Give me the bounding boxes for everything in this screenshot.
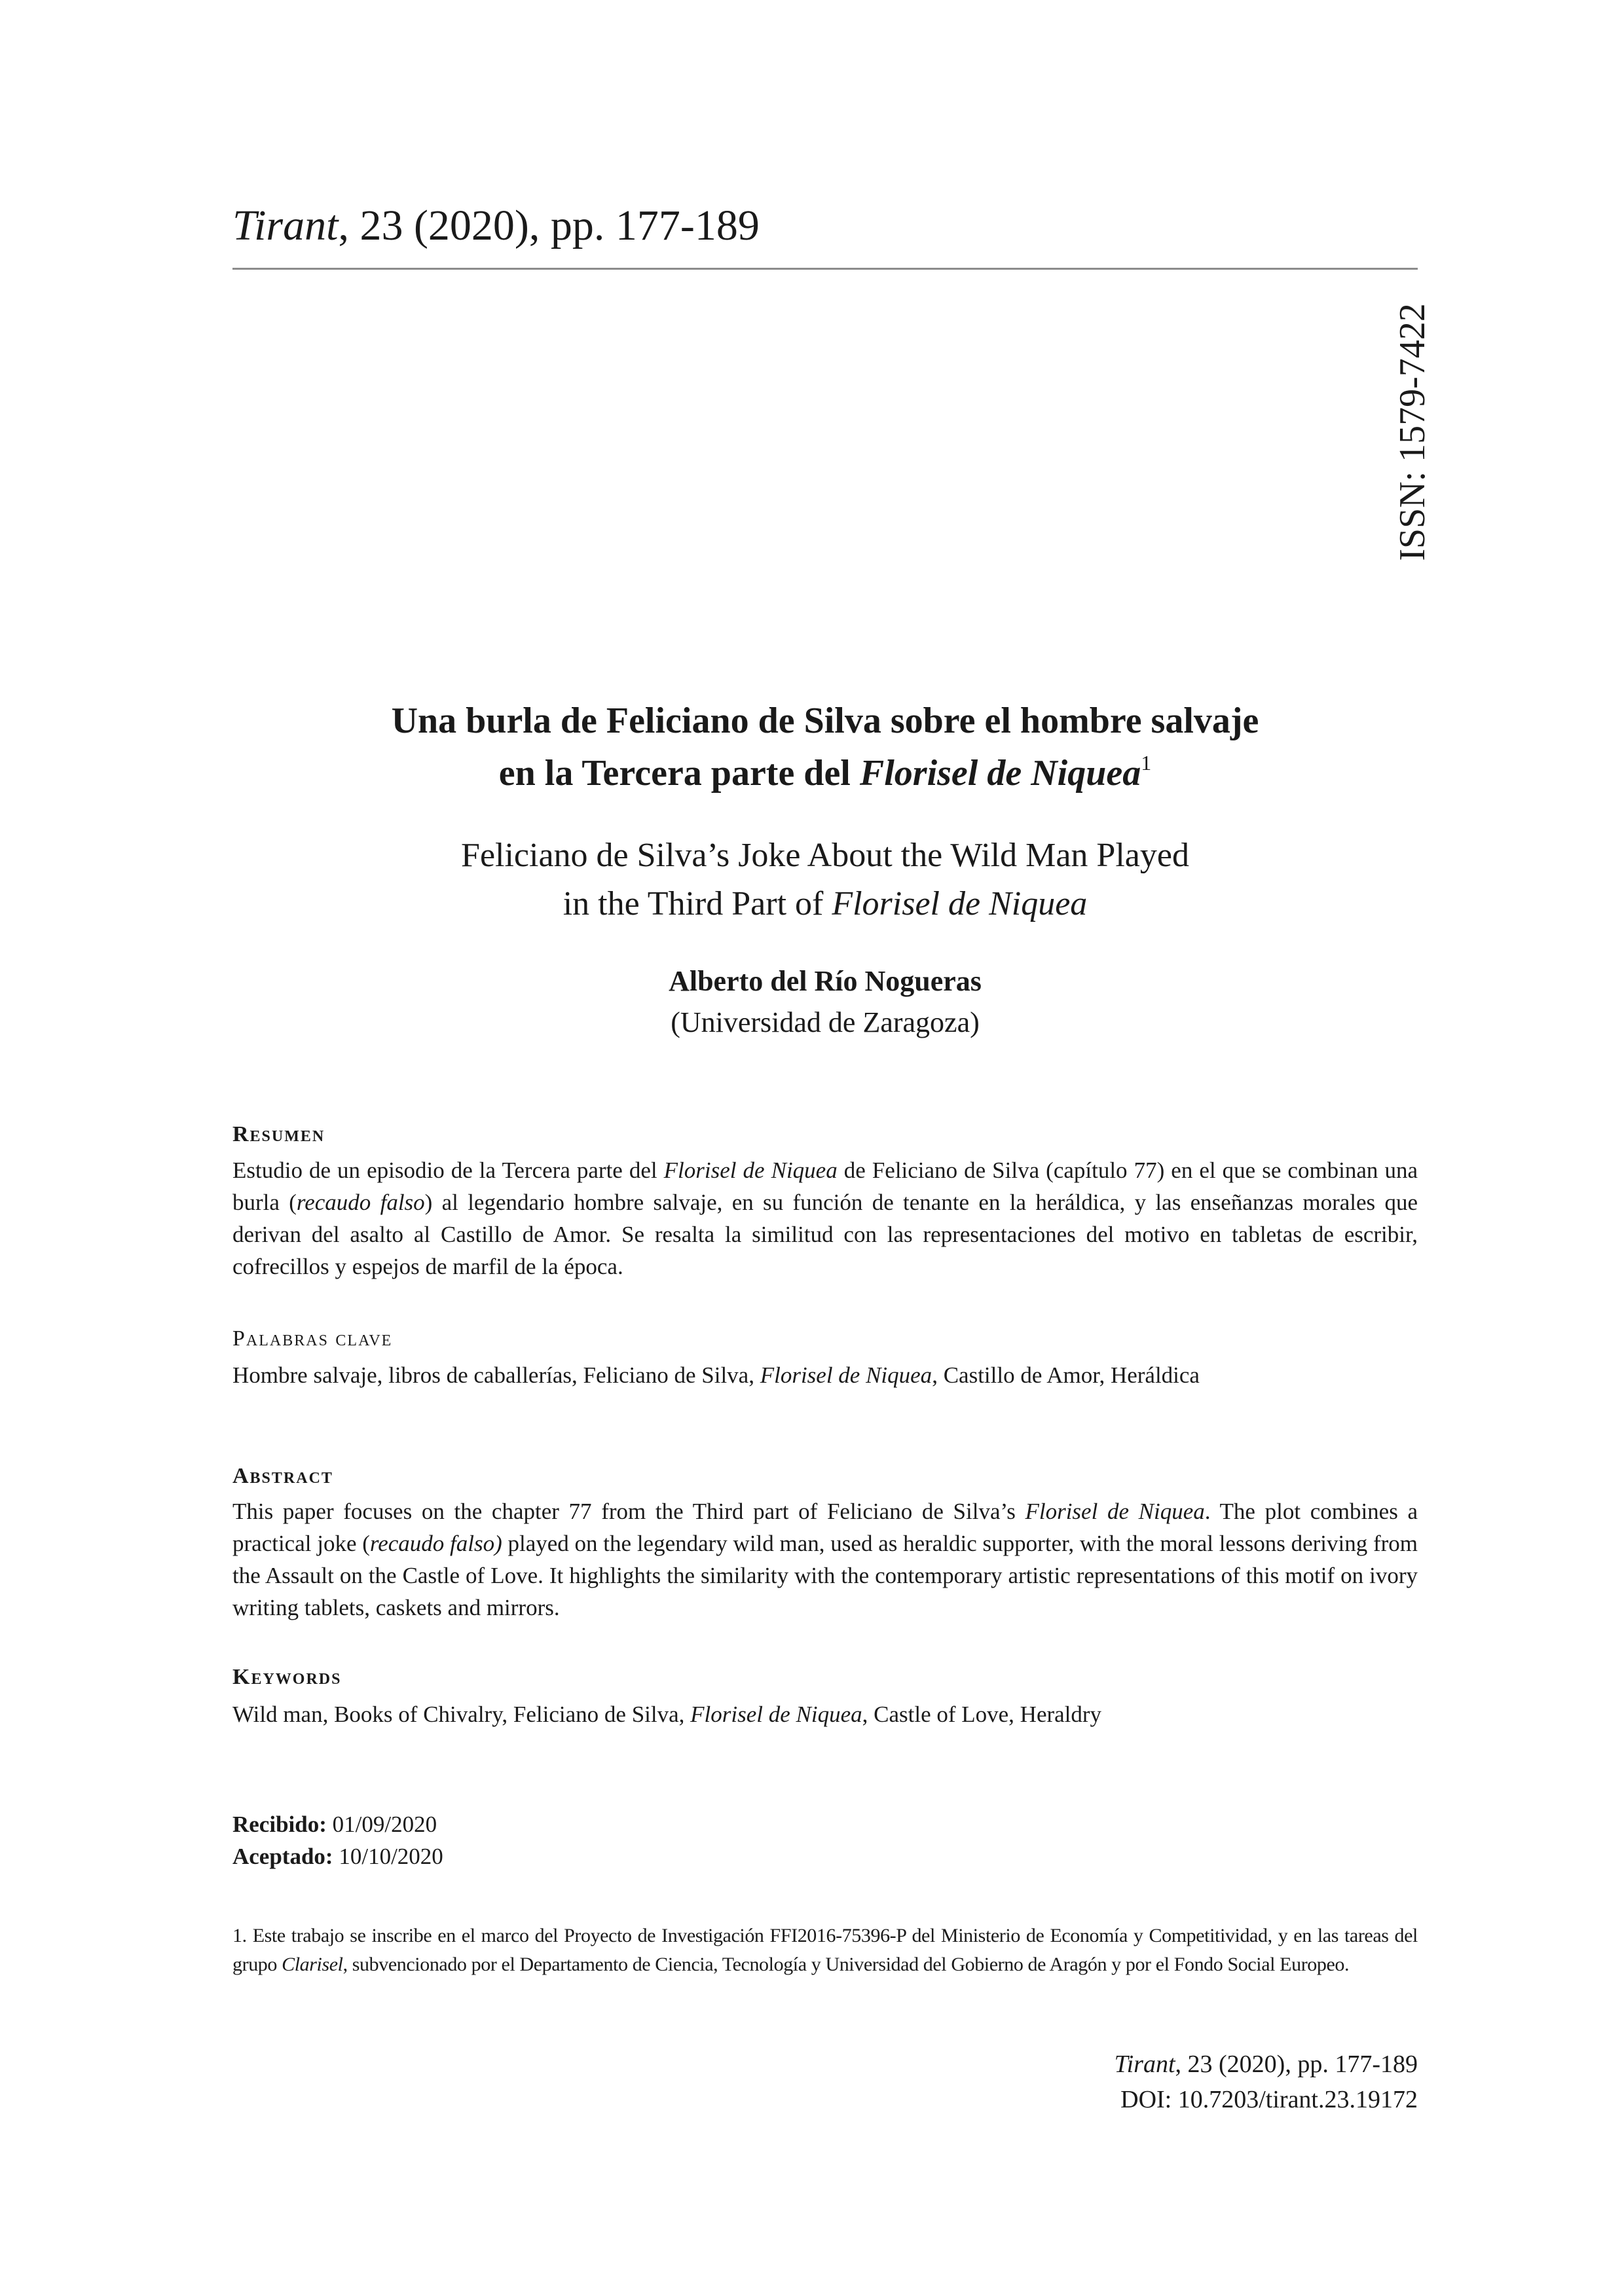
article-title-line-2 <box>232 752 1418 795</box>
abstract-text-1: This paper focuses on the chapter 77 from the Third part of Feliciano de Silva’s <box>232 1499 1025 1524</box>
footnote-text-2: , subvencionado por el Departamento de Ciencia, Tecnología y Universidad del Gobierno de Aragón y por el Fondo Social Europeo. <box>342 1954 1350 1975</box>
issn-label <box>1383 295 1442 570</box>
journal-name: Tirant <box>232 202 339 249</box>
resumen-text <box>232 1154 1418 1283</box>
resumen-text-3: ) al legendario hombre salvaje, en su función de tenante en la heráldica, y las enseñanzas morales que derivan del asalto al Castillo de Amor. Se resalta la similitud con las representaciones del motivo en tabletas de escribir, cofrecillos y espejos de marfil de la época. <box>232 1190 1418 1279</box>
received-label: Recibido: <box>232 1812 327 1837</box>
accepted-date <box>232 1840 443 1872</box>
subtitle-line2-italic: Florisel de Niquea <box>832 885 1088 922</box>
received-date <box>232 1808 443 1840</box>
footer-citation <box>894 2047 1418 2082</box>
running-header <box>232 204 760 247</box>
abstract-text <box>232 1495 1418 1624</box>
abstract-italic-2: recaudo falso) <box>369 1531 502 1556</box>
article-subtitle-line-1: Feliciano de Silva’s Joke About the Wild Man Played <box>461 837 1189 874</box>
title-footnote-marker[interactable]: 1 <box>1141 751 1152 774</box>
resumen-italic-1: Florisel de Niquea <box>663 1157 838 1183</box>
author-name: Alberto del Río Nogueras <box>669 965 982 997</box>
subtitle-line2-text: in the Third Part of <box>563 885 832 922</box>
author-affiliation: (Universidad de Zaragoza) <box>671 1006 980 1038</box>
issn-text: ISSN: 1579-7422 <box>1392 303 1433 561</box>
footer-journal-citation: , 23 (2020), pp. 177-189 <box>1175 2050 1418 2078</box>
palabras-clave-text <box>232 1359 1418 1391</box>
footer-journal-name: Tirant <box>1114 2050 1175 2078</box>
accepted-value: 10/10/2020 <box>333 1844 443 1869</box>
page-footer <box>894 2047 1418 2117</box>
keywords-text-2: , Castle of Love, Heraldry <box>862 1702 1102 1727</box>
keywords-text-1: Wild man, Books of Chivalry, Feliciano de Silva, <box>232 1702 691 1727</box>
palabras-clave-heading: Palabras clave <box>232 1326 393 1351</box>
submission-dates <box>232 1808 443 1872</box>
keywords-text <box>232 1698 1418 1730</box>
footnote-italic: Clarisel <box>282 1954 343 1975</box>
keywords-italic: Florisel de Niquea <box>690 1702 862 1727</box>
palabras-italic: Florisel de Niquea <box>760 1362 932 1388</box>
article-title-line-1: Una burla de Feliciano de Silva sobre el hombre salvaje <box>391 701 1259 741</box>
footer-doi[interactable]: DOI: 10.7203/tirant.23.19172 <box>1120 2086 1418 2113</box>
resumen-text-2: de Feliciano de Silva (capítulo 77) en el que se combinan una burla ( <box>232 1157 1418 1215</box>
header-rule <box>232 268 1418 270</box>
abstract-text-3: played on the legendary wild man, used as heraldic supporter, with the moral lessons deriving from the Assault on the Castle of Love. It highlights the similarity with the contemporary artistic representations of this motif on ivory writing tablets, caskets and mirrors. <box>232 1531 1418 1620</box>
accepted-label: Aceptado: <box>232 1844 333 1869</box>
received-value: 01/09/2020 <box>326 1812 437 1837</box>
resumen-heading: Resumen <box>232 1122 325 1146</box>
journal-citation: , 23 (2020), pp. 177-189 <box>338 202 760 249</box>
title-line2-text: en la Tercera parte del <box>498 753 860 793</box>
resumen-text-1: Estudio de un episodio de la Tercera parte del <box>232 1157 664 1183</box>
abstract-heading: Abstract <box>232 1464 333 1488</box>
article-subtitle-line-2 <box>232 884 1418 924</box>
title-line2-italic: Florisel de Niquea <box>859 753 1141 793</box>
footnote <box>232 1922 1418 1979</box>
palabras-text-1: Hombre salvaje, libros de caballerías, Feliciano de Silva, <box>232 1362 760 1388</box>
resumen-italic-2: recaudo falso <box>296 1190 425 1215</box>
footnote-text-1: 1. Este trabajo se inscribe en el marco del Proyecto de Investigación FFI2016-75396-P del Ministerio de Economía y Competitividad, y en las tareas del grupo <box>232 1925 1418 1975</box>
abstract-text-2: . The plot combines a practical joke ( <box>232 1499 1418 1556</box>
abstract-italic-1: Florisel de Niquea <box>1025 1499 1205 1524</box>
keywords-heading: Keywords <box>232 1665 342 1689</box>
palabras-text-2: , Castillo de Amor, Heráldica <box>932 1362 1200 1388</box>
